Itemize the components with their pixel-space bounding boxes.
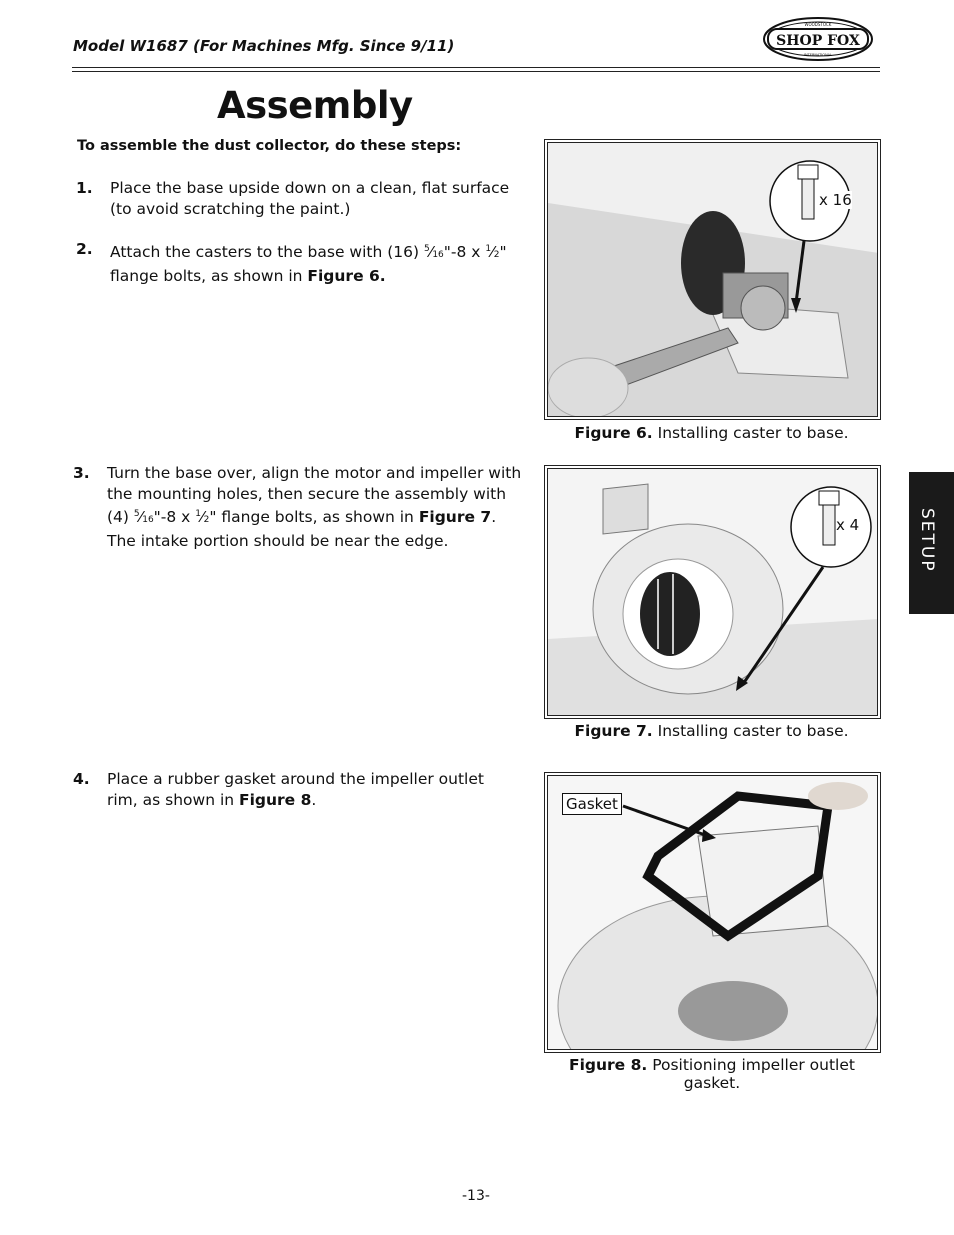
figure-caption: Figure 8. Positioning impeller outlet gasket. [569, 1056, 855, 1092]
callout-label: x 16 [819, 191, 852, 209]
section-title: Assembly [217, 84, 413, 127]
header-rule [72, 71, 880, 72]
gasket-callout-label: Gasket [562, 793, 622, 815]
step-number: 4. [73, 770, 90, 788]
side-tab [909, 472, 954, 614]
figure-ref: Figure 7 [418, 508, 492, 527]
step-text: Place a rubber gasket around the impeller outlet rim, as shown in Figure 8. [107, 770, 484, 809]
figure-ref: Figure 8 [239, 790, 312, 809]
figure-7 [544, 465, 881, 719]
intro-text: To assemble the dust collector, do these steps: [77, 138, 462, 154]
page-number: -13- [462, 1188, 490, 1204]
logo-text: SHOP FOX [776, 33, 860, 49]
side-tab-label: SETUP [917, 508, 937, 573]
shop-fox-logo [762, 16, 874, 62]
figure-caption: Figure 6. Installing caster to base. [574, 424, 849, 442]
logo-arc-bottom: INTERNATIONAL [803, 53, 833, 57]
gasket-photo [548, 776, 878, 1050]
impeller-photo [548, 469, 878, 716]
step-number: 2. [76, 240, 93, 258]
step-number: 3. [73, 464, 90, 482]
logo-arc-top: WOODSTOCK [804, 22, 832, 27]
figure-ref: Figure 6. [307, 266, 386, 285]
step-text: Place the base upside down on a clean, flat surface (to avoid scratching the paint.) [110, 179, 510, 218]
step-text: Turn the base over, align the motor and impeller with the mounting holes, then secure the assembly with (4) $^5$⁄16"-8 x $^1$⁄2" flange bolts, as shown in Figure 7. The intake portion should be near the edge. [107, 464, 522, 550]
step-text: Attach the casters to the base with (16) $^5$⁄16"-8 x $^1$⁄2" flange bolts, as shown in Figure 6. [110, 243, 507, 285]
header-model-text: Model W1687 (For Machines Mfg. Since 9/11) [73, 37, 455, 55]
figure-6 [544, 139, 881, 420]
figure-caption: Figure 7. Installing caster to base. [574, 722, 849, 740]
caster-photo [548, 143, 878, 417]
header-rule [72, 67, 880, 68]
step-number: 1. [76, 179, 93, 197]
callout-label: x 4 [836, 516, 860, 534]
